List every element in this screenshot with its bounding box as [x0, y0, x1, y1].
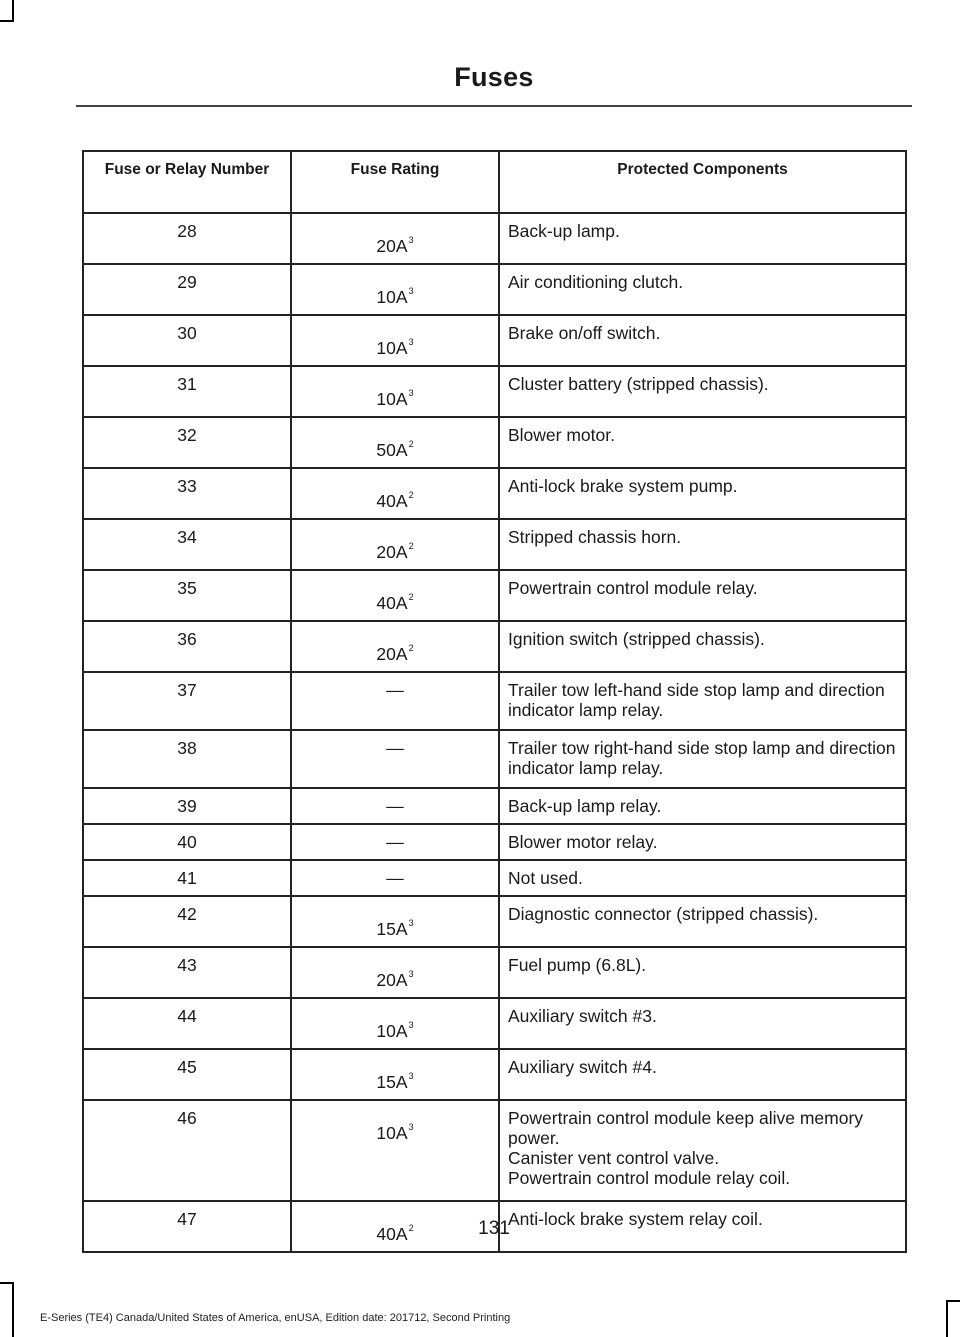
- table-row: [83, 468, 906, 519]
- footnote-marker: 3: [408, 388, 414, 398]
- table-row: [83, 417, 906, 468]
- fuse-rating: [291, 366, 499, 417]
- title-rule: [76, 105, 912, 107]
- table-row: [83, 1049, 906, 1100]
- fuse-number: 39: [83, 788, 291, 824]
- protected-components: [499, 264, 906, 315]
- protected-components: [499, 730, 906, 788]
- protected-components: [499, 788, 906, 824]
- fuse-rating: [291, 672, 499, 730]
- table-row: [83, 896, 906, 947]
- fuse-rating: [291, 417, 499, 468]
- component-text: Trailer tow right-hand side stop lamp and direction indicator lamp relay.: [508, 738, 896, 778]
- table-row: [83, 213, 906, 264]
- footnote-marker: 3: [408, 337, 414, 347]
- protected-components: [499, 366, 906, 417]
- protected-components: [499, 213, 906, 264]
- footnote-marker: 3: [408, 235, 414, 245]
- table-row: [83, 672, 906, 730]
- component-text: Anti-lock brake system pump.: [508, 476, 738, 496]
- component-text: Powertrain control module relay coil.: [508, 1168, 791, 1188]
- fuse-rating-value: 15A: [376, 1072, 408, 1092]
- protected-components: [499, 1049, 906, 1100]
- fuse-number: 45: [83, 1049, 291, 1100]
- component-text: Powertrain control module relay.: [508, 578, 758, 598]
- crop-mark: [12, 1282, 14, 1337]
- footnote-marker: 2: [408, 490, 414, 500]
- fuse-rating: [291, 519, 499, 570]
- fuse-rating: [291, 860, 499, 896]
- fuse-rating-value: —: [386, 868, 404, 888]
- footnote-marker: 2: [408, 439, 414, 449]
- component-text: Powertrain control module keep alive memory power.: [508, 1108, 864, 1148]
- fuse-rating-value: 10A: [376, 1021, 408, 1041]
- fuse-number: 36: [83, 621, 291, 672]
- fuse-rating-value: 10A: [376, 287, 408, 307]
- component-text: Air conditioning clutch.: [508, 272, 684, 292]
- footnote-marker: 2: [408, 643, 414, 653]
- fuse-rating: [291, 213, 499, 264]
- fuse-table: [82, 150, 907, 1253]
- fuse-rating-value: 40A: [376, 491, 408, 511]
- fuse-number: 32: [83, 417, 291, 468]
- table-row: [83, 264, 906, 315]
- component-text: Trailer tow left-hand side stop lamp and direction indicator lamp relay.: [508, 680, 885, 720]
- table-row: [83, 730, 906, 788]
- footnote-marker: 2: [408, 1223, 414, 1233]
- fuse-rating: [291, 621, 499, 672]
- component-text: Stripped chassis horn.: [508, 527, 682, 547]
- fuse-rating-value: 10A: [376, 338, 408, 358]
- crop-mark: [12, 0, 14, 22]
- table-row: [83, 570, 906, 621]
- column-header: Fuse Rating: [291, 151, 499, 213]
- fuse-rating-value: 20A: [376, 542, 408, 562]
- component-text: Not used.: [508, 868, 583, 888]
- fuse-rating-value: —: [386, 832, 404, 852]
- component-text: Ignition switch (stripped chassis).: [508, 629, 765, 649]
- protected-components: [499, 947, 906, 998]
- protected-components: [499, 998, 906, 1049]
- footnote-marker: 3: [408, 1122, 414, 1132]
- fuse-number: 46: [83, 1100, 291, 1201]
- component-text: Blower motor.: [508, 425, 615, 445]
- fuse-rating: [291, 570, 499, 621]
- table-row: [83, 1100, 906, 1201]
- fuse-rating-value: 20A: [376, 970, 408, 990]
- crop-mark: [946, 1300, 960, 1302]
- fuse-number: 37: [83, 672, 291, 730]
- fuse-number: 47: [83, 1201, 291, 1252]
- protected-components: [499, 570, 906, 621]
- fuse-rating: [291, 1100, 499, 1201]
- fuse-rating: [291, 998, 499, 1049]
- table-header-row: [83, 151, 906, 213]
- fuse-rating: [291, 788, 499, 824]
- crop-mark: [946, 1300, 948, 1337]
- fuse-number: 38: [83, 730, 291, 788]
- table-body: [83, 213, 906, 1252]
- table-row: [83, 315, 906, 366]
- fuse-rating: [291, 730, 499, 788]
- footnote-marker: 3: [408, 286, 414, 296]
- fuse-rating-value: 10A: [376, 389, 408, 409]
- fuse-rating-value: 10A: [376, 1123, 408, 1143]
- protected-components: [499, 621, 906, 672]
- fuse-rating-value: —: [386, 738, 404, 758]
- protected-components: [499, 315, 906, 366]
- page-number: 131: [478, 1218, 510, 1239]
- table-row: [83, 788, 906, 824]
- fuse-rating: [291, 468, 499, 519]
- fuse-number: 34: [83, 519, 291, 570]
- component-text: Fuel pump (6.8L).: [508, 955, 647, 975]
- component-text: Back-up lamp relay.: [508, 796, 662, 816]
- component-text: Anti-lock brake system relay coil.: [508, 1209, 763, 1229]
- fuse-rating-value: —: [386, 680, 404, 700]
- table-row: [83, 860, 906, 896]
- fuse-number: 43: [83, 947, 291, 998]
- column-header: Fuse or Relay Number: [83, 151, 291, 213]
- table-row: [83, 998, 906, 1049]
- protected-components: [499, 417, 906, 468]
- footnote-marker: 3: [408, 1020, 414, 1030]
- crop-mark: [0, 20, 14, 22]
- component-text: Brake on/off switch.: [508, 323, 661, 343]
- fuse-rating: [291, 315, 499, 366]
- page-title: Fuses: [454, 62, 534, 92]
- footnote-marker: 2: [408, 592, 414, 602]
- fuse-number: 35: [83, 570, 291, 621]
- protected-components: [499, 860, 906, 896]
- fuse-rating: [291, 947, 499, 998]
- fuse-rating-value: 40A: [376, 593, 408, 613]
- footnote-marker: 2: [408, 541, 414, 551]
- fuse-rating-value: 20A: [376, 644, 408, 664]
- fuse-number: 44: [83, 998, 291, 1049]
- protected-components: [499, 824, 906, 860]
- component-text: Auxiliary switch #3.: [508, 1006, 657, 1026]
- protected-components: [499, 896, 906, 947]
- fuse-number: 30: [83, 315, 291, 366]
- table-row: [83, 519, 906, 570]
- fuse-number: 40: [83, 824, 291, 860]
- fuse-number: 31: [83, 366, 291, 417]
- fuse-rating-value: 15A: [376, 919, 408, 939]
- footnote-marker: 3: [408, 918, 414, 928]
- protected-components: [499, 519, 906, 570]
- component-text: Auxiliary switch #4.: [508, 1057, 657, 1077]
- protected-components: [499, 468, 906, 519]
- table-row: [83, 947, 906, 998]
- fuse-rating-value: 20A: [376, 236, 408, 256]
- component-text: Back-up lamp.: [508, 221, 620, 241]
- fuse-rating: [291, 264, 499, 315]
- fuse-rating-value: 50A: [376, 440, 408, 460]
- table-row: [83, 621, 906, 672]
- fuse-number: 33: [83, 468, 291, 519]
- component-text: Cluster battery (stripped chassis).: [508, 374, 769, 394]
- fuse-rating: [291, 824, 499, 860]
- component-text: Diagnostic connector (stripped chassis).: [508, 904, 819, 924]
- footnote-marker: 3: [408, 969, 414, 979]
- column-header: Protected Components: [499, 151, 906, 213]
- table-row: [83, 824, 906, 860]
- protected-components: [499, 1100, 906, 1201]
- footer-text: E-Series (TE4) Canada/United States of America, enUSA, Edition date: 201712, Second Printing: [40, 1312, 511, 1324]
- fuse-rating: [291, 896, 499, 947]
- protected-components: [499, 672, 906, 730]
- crop-mark: [0, 1282, 14, 1284]
- component-text: Blower motor relay.: [508, 832, 658, 852]
- table-row: [83, 366, 906, 417]
- fuse-number: 41: [83, 860, 291, 896]
- fuse-number: 29: [83, 264, 291, 315]
- fuse-rating: [291, 1049, 499, 1100]
- fuse-number: 42: [83, 896, 291, 947]
- component-text: Canister vent control valve.: [508, 1148, 720, 1168]
- fuse-rating-value: 40A: [376, 1224, 408, 1244]
- footnote-marker: 3: [408, 1071, 414, 1081]
- fuse-rating-value: —: [386, 796, 404, 816]
- fuse-number: 28: [83, 213, 291, 264]
